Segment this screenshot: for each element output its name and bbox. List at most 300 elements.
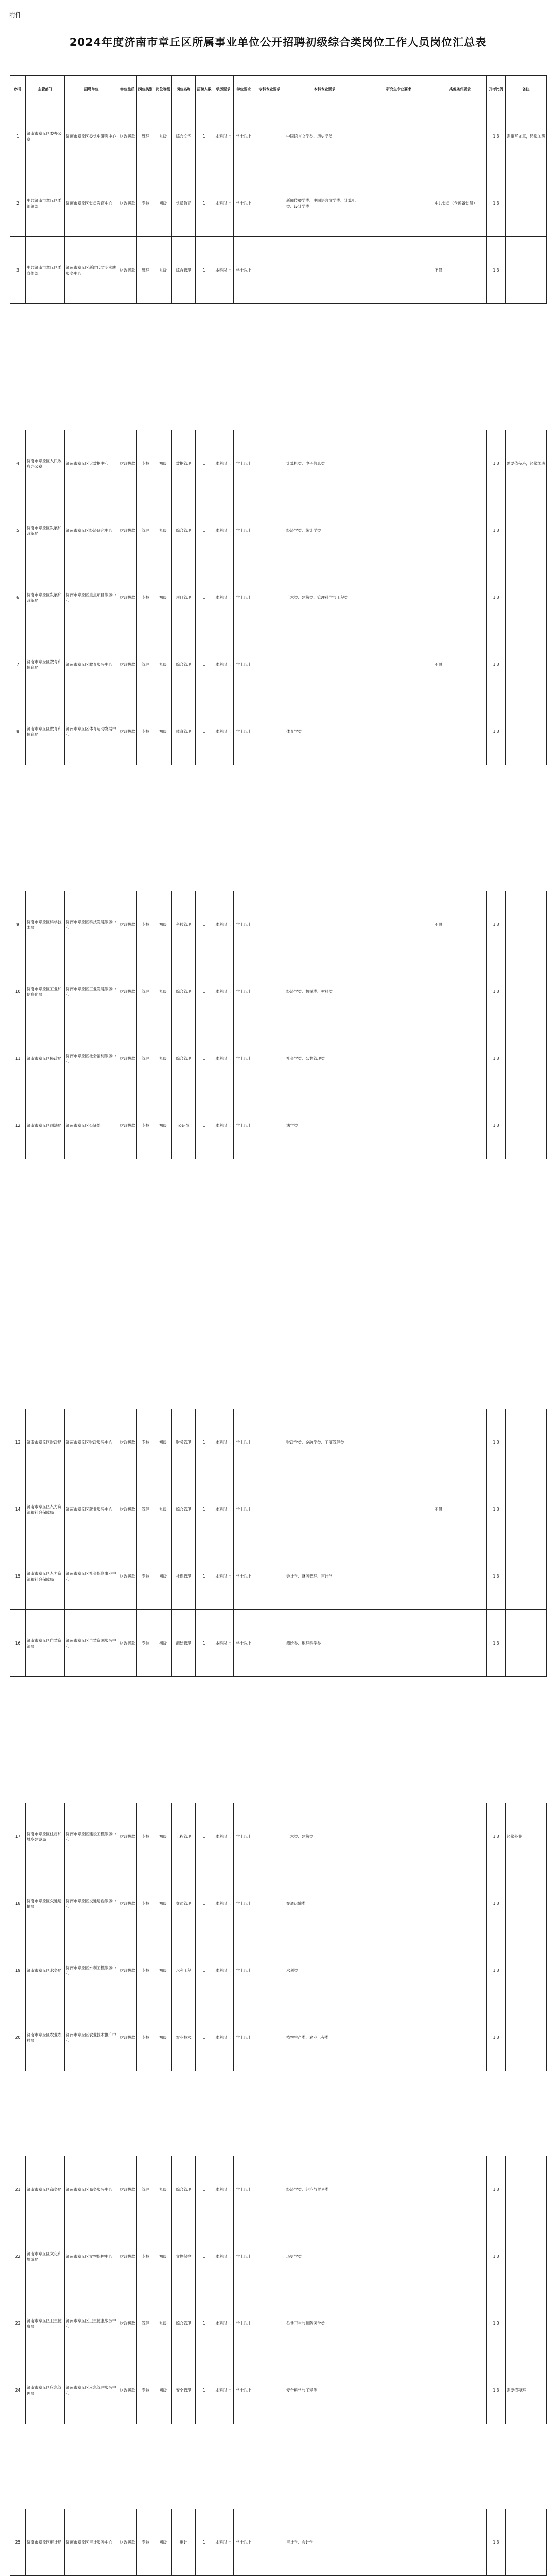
table-cell: 财政拨款	[118, 1610, 137, 1677]
table-cell: 学士以上	[234, 1610, 254, 1677]
table-cell: 济南市章丘区工业发展服务中心	[65, 958, 118, 1025]
table-cell: 济南市章丘区体育运动发展中心	[65, 698, 118, 765]
table-cell: 9	[10, 891, 26, 958]
table-cell: 本科以上	[213, 2004, 234, 2071]
table-cell: 1	[196, 430, 213, 497]
table-cell	[254, 958, 285, 1025]
table-cell	[506, 497, 547, 564]
table-cell: 学士以上	[234, 1543, 254, 1610]
table-cell	[364, 2357, 433, 2424]
table-cell: 1:3	[487, 2290, 506, 2357]
table-cell: 10	[10, 958, 26, 1025]
column-header: 学位要求	[234, 76, 254, 103]
column-header: 学历要求	[213, 76, 234, 103]
table-cell: 13	[10, 1409, 26, 1476]
table-cell: 专技	[137, 1870, 154, 1937]
table-cell: 不限	[433, 237, 487, 304]
table-cell: 财政拨款	[118, 564, 137, 631]
table-cell	[433, 497, 487, 564]
table-cell: 1:3	[487, 1543, 506, 1610]
table-cell: 财政拨款	[118, 1092, 137, 1159]
table-cell: 济南市章丘区党员教育中心	[65, 170, 118, 237]
table-cell: 财政拨款	[118, 2509, 137, 2576]
table-cell: 九级	[154, 1476, 172, 1543]
table-cell: 济南市章丘区自然资源服务中心	[65, 1610, 118, 1677]
table-cell: 济南市章丘区委党史研究中心	[65, 103, 118, 170]
column-header: 开考比例	[487, 76, 506, 103]
table-cell: 1:3	[487, 2223, 506, 2290]
table-cell: 学士以上	[234, 958, 254, 1025]
table-cell	[506, 2004, 547, 2071]
table-cell: 财政拨款	[118, 170, 137, 237]
table-cell: 本科以上	[213, 1870, 234, 1937]
table-cell: 1:3	[487, 1610, 506, 1677]
column-header: 招聘单位	[65, 76, 118, 103]
table-cell: 学士以上	[234, 1409, 254, 1476]
table-cell: 济南市章丘区司法局	[26, 1092, 65, 1159]
gap-cell	[10, 1159, 547, 1409]
table-cell: 1:3	[487, 430, 506, 497]
table-cell: 管理	[137, 958, 154, 1025]
table-cell: 济南市章丘区教育和体育局	[26, 631, 65, 698]
table-cell: 济南市章丘区卫生健康局	[26, 2290, 65, 2357]
table-cell: 计算机类、电子信息类	[285, 430, 364, 497]
table-cell: 本科以上	[213, 2357, 234, 2424]
table-cell: 初级	[154, 1803, 172, 1870]
table-row	[10, 2004, 547, 2071]
table-cell: 16	[10, 1610, 26, 1677]
table-cell: 专技	[137, 1937, 154, 2004]
table-cell: 23	[10, 2290, 26, 2357]
page-break-gap	[10, 1159, 547, 1409]
table-cell: 济南市章丘区工业和信息化局	[26, 958, 65, 1025]
table-row	[10, 631, 547, 698]
table-cell: 济南市章丘区社会福利服务中心	[65, 1025, 118, 1092]
table-cell: 专技	[137, 2357, 154, 2424]
table-header-row	[10, 76, 547, 103]
table-cell: 1	[196, 103, 213, 170]
table-row	[10, 430, 547, 497]
table-cell: 17	[10, 1803, 26, 1870]
table-cell: 济南市章丘区应急管理服务中心	[65, 2357, 118, 2424]
table-cell: 初级	[154, 1092, 172, 1159]
page-break-gap	[10, 2424, 547, 2509]
table-cell: 科技管理	[172, 891, 196, 958]
table-cell	[364, 2223, 433, 2290]
table-cell: 济南市章丘区发展和改革局	[26, 564, 65, 631]
table-cell: 1	[196, 170, 213, 237]
page-break-gap	[10, 1677, 547, 1803]
table-cell	[364, 103, 433, 170]
table-cell: 1:3	[487, 170, 506, 237]
table-cell	[506, 958, 547, 1025]
table-cell: 初级	[154, 1543, 172, 1610]
table-cell: 专技	[137, 698, 154, 765]
column-header: 备注	[506, 76, 547, 103]
table-cell: 安全科学与工程类	[285, 2357, 364, 2424]
table-cell: 安全管理	[172, 2357, 196, 2424]
table-cell: 历史学类	[285, 2223, 364, 2290]
table-cell	[433, 2223, 487, 2290]
table-cell: 综合管理	[172, 631, 196, 698]
table-body	[10, 103, 547, 2576]
table-cell: 九级	[154, 2290, 172, 2357]
table-cell	[433, 2290, 487, 2357]
table-cell: 济南市章丘区重点项目服务中心	[65, 564, 118, 631]
table-cell: 8	[10, 698, 26, 765]
table-cell: 本科以上	[213, 1543, 234, 1610]
table-cell: 1:3	[487, 698, 506, 765]
table-cell: 公共卫生与预防医学类	[285, 2290, 364, 2357]
table-cell: 20	[10, 2004, 26, 2071]
table-cell: 济南市章丘区水务局	[26, 1937, 65, 2004]
table-cell	[433, 2004, 487, 2071]
table-cell	[254, 2004, 285, 2071]
table-cell: 济南市章丘区财政服务中心	[65, 1409, 118, 1476]
table-cell: 1:3	[487, 237, 506, 304]
table-cell: 本科以上	[213, 1803, 234, 1870]
table-row	[10, 1803, 547, 1870]
table-row	[10, 958, 547, 1025]
table-cell: 1	[196, 237, 213, 304]
table-cell: 1:3	[487, 564, 506, 631]
table-cell: 财政拨款	[118, 430, 137, 497]
table-cell: 综合管理	[172, 1476, 196, 1543]
table-cell	[506, 1543, 547, 1610]
table-row	[10, 1025, 547, 1092]
table-cell: 1:3	[487, 1476, 506, 1543]
table-cell	[433, 1610, 487, 1677]
table-cell: 济南市章丘区建设工程服务中心	[65, 1803, 118, 1870]
table-cell	[364, 237, 433, 304]
table-cell	[254, 497, 285, 564]
table-cell	[364, 2156, 433, 2223]
table-cell: 济南市章丘区教育服务中心	[65, 631, 118, 698]
table-cell: 初级	[154, 170, 172, 237]
table-cell: 综合管理	[172, 497, 196, 564]
table-cell: 财政拨款	[118, 2223, 137, 2290]
table-cell: 本科以上	[213, 1025, 234, 1092]
table-cell: 济南市章丘区新时代文明实践服务中心	[65, 237, 118, 304]
table-cell: 本科以上	[213, 2223, 234, 2290]
table-row	[10, 2223, 547, 2290]
table-cell: 1:3	[487, 1409, 506, 1476]
table-cell: 学士以上	[234, 2004, 254, 2071]
gap-cell	[10, 1677, 547, 1803]
table-cell: 济南市章丘区委办公室	[26, 103, 65, 170]
table-cell: 需撰写文章，经常加班	[506, 103, 547, 170]
table-cell: 1	[196, 564, 213, 631]
table-cell	[254, 631, 285, 698]
table-row	[10, 1543, 547, 1610]
table-cell	[254, 564, 285, 631]
table-cell: 本科以上	[213, 891, 234, 958]
table-cell	[364, 1092, 433, 1159]
table-cell: 财政拨款	[118, 2290, 137, 2357]
table-cell: 学士以上	[234, 1937, 254, 2004]
table-cell: 5	[10, 497, 26, 564]
table-cell: 12	[10, 1092, 26, 1159]
table-cell: 济南市章丘区民政局	[26, 1025, 65, 1092]
table-cell: 3	[10, 237, 26, 304]
table-cell: 审计学、会计学	[285, 2509, 364, 2576]
table-cell: 本科以上	[213, 698, 234, 765]
table-cell	[254, 1803, 285, 1870]
table-cell: 会计学、财务管理、审计学	[285, 1543, 364, 1610]
table-cell: 经济学类、经济与贸易类	[285, 2156, 364, 2223]
table-cell: 济南市章丘区科学技术局	[26, 891, 65, 958]
page-break-gap	[10, 765, 547, 891]
table-cell: 1:3	[487, 2357, 506, 2424]
table-cell: 财政拨款	[118, 237, 137, 304]
table-cell: 学士以上	[234, 2156, 254, 2223]
table-row	[10, 1092, 547, 1159]
table-cell	[433, 2509, 487, 2576]
table-cell: 综合管理	[172, 2156, 196, 2223]
table-cell: 1:3	[487, 2004, 506, 2071]
table-cell: 学士以上	[234, 1476, 254, 1543]
page-break-gap	[10, 304, 547, 430]
table-cell: 农业技术	[172, 2004, 196, 2071]
table-cell: 1	[196, 631, 213, 698]
table-cell: 本科以上	[213, 564, 234, 631]
table-cell: 6	[10, 564, 26, 631]
table-cell	[254, 430, 285, 497]
table-row	[10, 237, 547, 304]
table-cell: 水利类	[285, 1937, 364, 2004]
table-cell	[506, 1870, 547, 1937]
table-cell	[364, 958, 433, 1025]
attachment-label: 附件	[9, 11, 22, 19]
table-row	[10, 2290, 547, 2357]
table-cell: 财政拨款	[118, 1803, 137, 1870]
table-cell: 25	[10, 2509, 26, 2576]
table-cell	[506, 1610, 547, 1677]
table-cell: 九级	[154, 958, 172, 1025]
table-cell	[254, 170, 285, 237]
table-cell	[506, 2509, 547, 2576]
table-cell: 济南市章丘区教育和体育局	[26, 698, 65, 765]
table-cell: 1	[196, 1937, 213, 2004]
table-row	[10, 2156, 547, 2223]
table-cell: 济南市章丘区人力资源和社会保障局	[26, 1476, 65, 1543]
table-cell	[254, 2509, 285, 2576]
table-cell: 管理	[137, 631, 154, 698]
table-cell: 学士以上	[234, 497, 254, 564]
table-cell: 学士以上	[234, 2509, 254, 2576]
table-cell: 1:3	[487, 1025, 506, 1092]
table-cell: 财政拨款	[118, 1543, 137, 1610]
table-cell: 财政拨款	[118, 103, 137, 170]
table-cell	[433, 1937, 487, 2004]
table-cell: 土木类、建筑类	[285, 1803, 364, 1870]
table-cell	[506, 2223, 547, 2290]
table-cell: 本科以上	[213, 237, 234, 304]
table-cell: 济南市章丘区科技发展服务中心	[65, 891, 118, 958]
table-cell: 本科以上	[213, 1610, 234, 1677]
table-cell: 1	[196, 497, 213, 564]
table-cell: 学士以上	[234, 698, 254, 765]
table-cell: 15	[10, 1543, 26, 1610]
table-cell: 学士以上	[234, 631, 254, 698]
table-row	[10, 2509, 547, 2576]
table-cell: 专技	[137, 170, 154, 237]
table-cell: 学士以上	[234, 1803, 254, 1870]
table-cell	[506, 891, 547, 958]
table-cell: 交通管理	[172, 1870, 196, 1937]
table-cell: 经常外业	[506, 1803, 547, 1870]
table-cell	[285, 1476, 364, 1543]
table-cell	[364, 170, 433, 237]
table-cell: 初级	[154, 1610, 172, 1677]
table-cell	[285, 237, 364, 304]
page-title: 2024年度济南市章丘区所属事业单位公开招聘初级综合类岗位工作人员岗位汇总表	[69, 36, 487, 48]
table-cell: 土木类、建筑类、管理科学与工程类	[285, 564, 364, 631]
table-cell	[364, 2004, 433, 2071]
table-cell	[254, 1476, 285, 1543]
table-cell: 测绘类、地理科学类	[285, 1610, 364, 1677]
table-cell: 济南市章丘区交通运输局	[26, 1870, 65, 1937]
table-cell: 不限	[433, 891, 487, 958]
table-cell: 学士以上	[234, 2290, 254, 2357]
table-cell: 1:3	[487, 891, 506, 958]
table-cell: 财政拨款	[118, 1476, 137, 1543]
table-cell: 中共济南市章丘区委宣传部	[26, 237, 65, 304]
table-cell: 1	[10, 103, 26, 170]
table-cell	[506, 1409, 547, 1476]
table-cell: 本科以上	[213, 1476, 234, 1543]
table-cell: 党员教育	[172, 170, 196, 237]
table-cell	[433, 1025, 487, 1092]
table-cell: 财政拨款	[118, 1937, 137, 2004]
table-cell: 管理	[137, 2156, 154, 2223]
table-cell: 财政拨款	[118, 2004, 137, 2071]
table-cell: 管理	[137, 497, 154, 564]
gap-cell	[10, 2424, 547, 2509]
table-cell	[364, 497, 433, 564]
table-cell: 24	[10, 2357, 26, 2424]
table-cell	[364, 2509, 433, 2576]
table-cell: 专技	[137, 1543, 154, 1610]
table-cell: 初级	[154, 2357, 172, 2424]
table-cell: 18	[10, 1870, 26, 1937]
table-cell: 济南市章丘区发展和改革局	[26, 497, 65, 564]
table-cell: 1	[196, 2357, 213, 2424]
table-cell: 1	[196, 698, 213, 765]
table-cell: 济南市章丘区水利工程服务中心	[65, 1937, 118, 2004]
column-header: 专科专业要求	[254, 76, 285, 103]
table-cell: 1:3	[487, 631, 506, 698]
table-row	[10, 564, 547, 631]
table-cell: 综合文字	[172, 103, 196, 170]
column-header: 岗位等级	[154, 76, 172, 103]
table-cell	[254, 1025, 285, 1092]
table-cell: 济南市章丘区交通运输服务中心	[65, 1870, 118, 1937]
table-cell: 管理	[137, 1476, 154, 1543]
table-cell: 本科以上	[213, 2290, 234, 2357]
table-cell: 学士以上	[234, 2357, 254, 2424]
table-cell: 九级	[154, 497, 172, 564]
table-cell: 财政拨款	[118, 698, 137, 765]
table-cell: 学士以上	[234, 103, 254, 170]
table-cell	[254, 103, 285, 170]
column-header: 研究生专业要求	[364, 76, 433, 103]
table-cell: 综合管理	[172, 958, 196, 1025]
table-cell: 初级	[154, 2004, 172, 2071]
table-cell: 学士以上	[234, 237, 254, 304]
table-cell	[254, 1937, 285, 2004]
table-cell: 初级	[154, 430, 172, 497]
column-header: 单位性质	[118, 76, 137, 103]
table-cell: 学士以上	[234, 2223, 254, 2290]
table-cell: 7	[10, 631, 26, 698]
table-cell: 济南市章丘区住房和城乡建设局	[26, 1803, 65, 1870]
table-cell: 1	[196, 1092, 213, 1159]
page-break-gap	[10, 2071, 547, 2156]
table-cell	[364, 1476, 433, 1543]
table-cell	[506, 2290, 547, 2357]
table-cell	[254, 1870, 285, 1937]
table-row	[10, 2357, 547, 2424]
table-cell	[506, 564, 547, 631]
table-cell: 济南市章丘区自然资源局	[26, 1610, 65, 1677]
table-cell: 专技	[137, 891, 154, 958]
table-cell: 1	[196, 1409, 213, 1476]
table-cell	[364, 2290, 433, 2357]
table-cell	[285, 891, 364, 958]
table-cell: 济南市章丘区文化和旅游局	[26, 2223, 65, 2290]
table-cell: 财政拨款	[118, 2156, 137, 2223]
table-cell: 1:3	[487, 2156, 506, 2223]
table-cell	[254, 1610, 285, 1677]
table-cell: 管理	[137, 2290, 154, 2357]
table-cell: 管理	[137, 237, 154, 304]
table-cell: 综合管理	[172, 2290, 196, 2357]
table-cell: 本科以上	[213, 1092, 234, 1159]
column-header: 岗位类别	[137, 76, 154, 103]
table-cell	[364, 1803, 433, 1870]
table-cell	[364, 1610, 433, 1677]
table-cell	[433, 1409, 487, 1476]
table-cell: 本科以上	[213, 2156, 234, 2223]
table-cell: 济南市章丘区审计局	[26, 2509, 65, 2576]
table-cell: 审计	[172, 2509, 196, 2576]
table-cell: 经济学类、统计学类	[285, 497, 364, 564]
column-header: 岗位名称	[172, 76, 196, 103]
table-cell: 22	[10, 2223, 26, 2290]
table-cell	[364, 1870, 433, 1937]
table-cell: 体育学类	[285, 698, 364, 765]
table-cell	[254, 237, 285, 304]
table-row	[10, 1476, 547, 1543]
table-cell: 济南市章丘区商务服务中心	[65, 2156, 118, 2223]
table-cell: 需要值夜班	[506, 2357, 547, 2424]
table-cell	[364, 1937, 433, 2004]
table-cell	[364, 891, 433, 958]
table-cell: 1	[196, 2004, 213, 2071]
table-cell: 学士以上	[234, 1092, 254, 1159]
table-cell	[254, 2156, 285, 2223]
gap-cell	[10, 765, 547, 891]
table-cell: 14	[10, 1476, 26, 1543]
table-cell: 中共党员（含预备党员）	[433, 170, 487, 237]
table-row	[10, 1870, 547, 1937]
table-cell: 测绘管理	[172, 1610, 196, 1677]
table-cell: 水利工程	[172, 1937, 196, 2004]
table-cell: 社保管理	[172, 1543, 196, 1610]
table-cell: 综合管理	[172, 237, 196, 304]
table-cell: 财政拨款	[118, 1409, 137, 1476]
